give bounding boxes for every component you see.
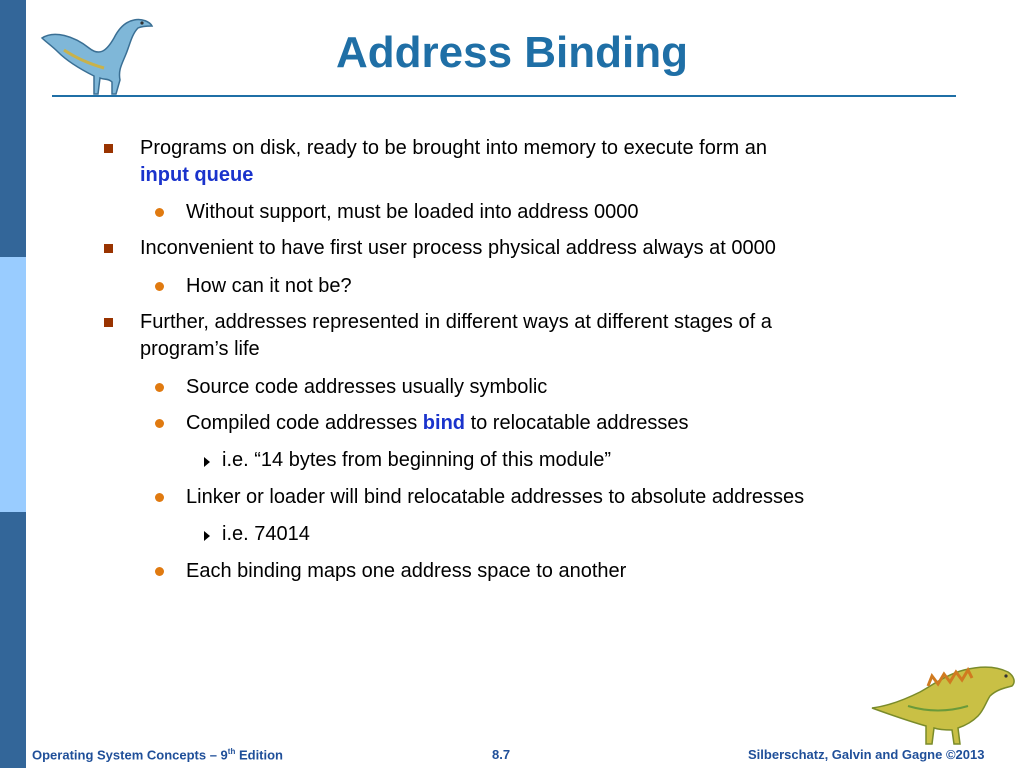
bullet-text-continued: program’s life <box>140 338 260 360</box>
sub-bullet-text-post: to relocatable addresses <box>465 412 689 434</box>
bullet-text: Inconvenient to have first user process physical address always at 0000 <box>140 237 776 259</box>
footer-edition-sup: th <box>227 747 236 756</box>
bullet-text: Programs on disk, ready to be brought into memory to execute form an <box>140 137 767 159</box>
dot-bullet <box>155 282 164 291</box>
triangle-bullet <box>204 531 210 541</box>
dinosaur-icon <box>868 656 1018 748</box>
dot-bullet <box>155 419 164 428</box>
square-bullet <box>104 244 113 253</box>
dot-bullet <box>155 567 164 576</box>
footer-book-title-post: Edition <box>235 747 284 763</box>
sub-bullet-text: Without support, must be loaded into address 0000 <box>186 201 639 223</box>
sub-bullet-text-pre: Compiled code addresses <box>186 412 423 434</box>
footer-book-title <box>32 747 283 762</box>
triangle-bullet <box>204 457 210 467</box>
sub-sub-bullet-text: i.e. “14 bytes from beginning of this module” <box>222 449 612 471</box>
footer-authors: Silberschatz, Galvin and Gagne ©2013 <box>748 747 985 762</box>
bullet-text: Further, addresses represented in different ways at different stages of a <box>140 311 772 333</box>
square-bullet <box>104 144 113 153</box>
highlight-term: input queue <box>140 164 254 186</box>
dot-bullet <box>155 208 164 217</box>
dot-bullet <box>155 383 164 392</box>
footer-page-number: 8.7 <box>492 747 511 762</box>
slide-title: Address Binding <box>335 28 689 77</box>
square-bullet <box>104 318 113 327</box>
dot-bullet <box>155 493 164 502</box>
highlight-term: bind <box>422 412 466 434</box>
sub-bullet-text: How can it not be? <box>186 275 352 297</box>
sub-bullet-text: Source code addresses usually symbolic <box>186 376 548 398</box>
sub-bullet-text: Each binding maps one address space to another <box>186 560 627 582</box>
sub-bullet-text <box>186 410 688 437</box>
sub-sub-bullet-text: i.e. 74014 <box>222 523 310 545</box>
sub-bullet-text: Linker or loader will bind relocatable addresses to absolute addresses <box>186 486 805 508</box>
footer-book-title-pre: Operating System Concepts – 9 <box>32 747 228 763</box>
